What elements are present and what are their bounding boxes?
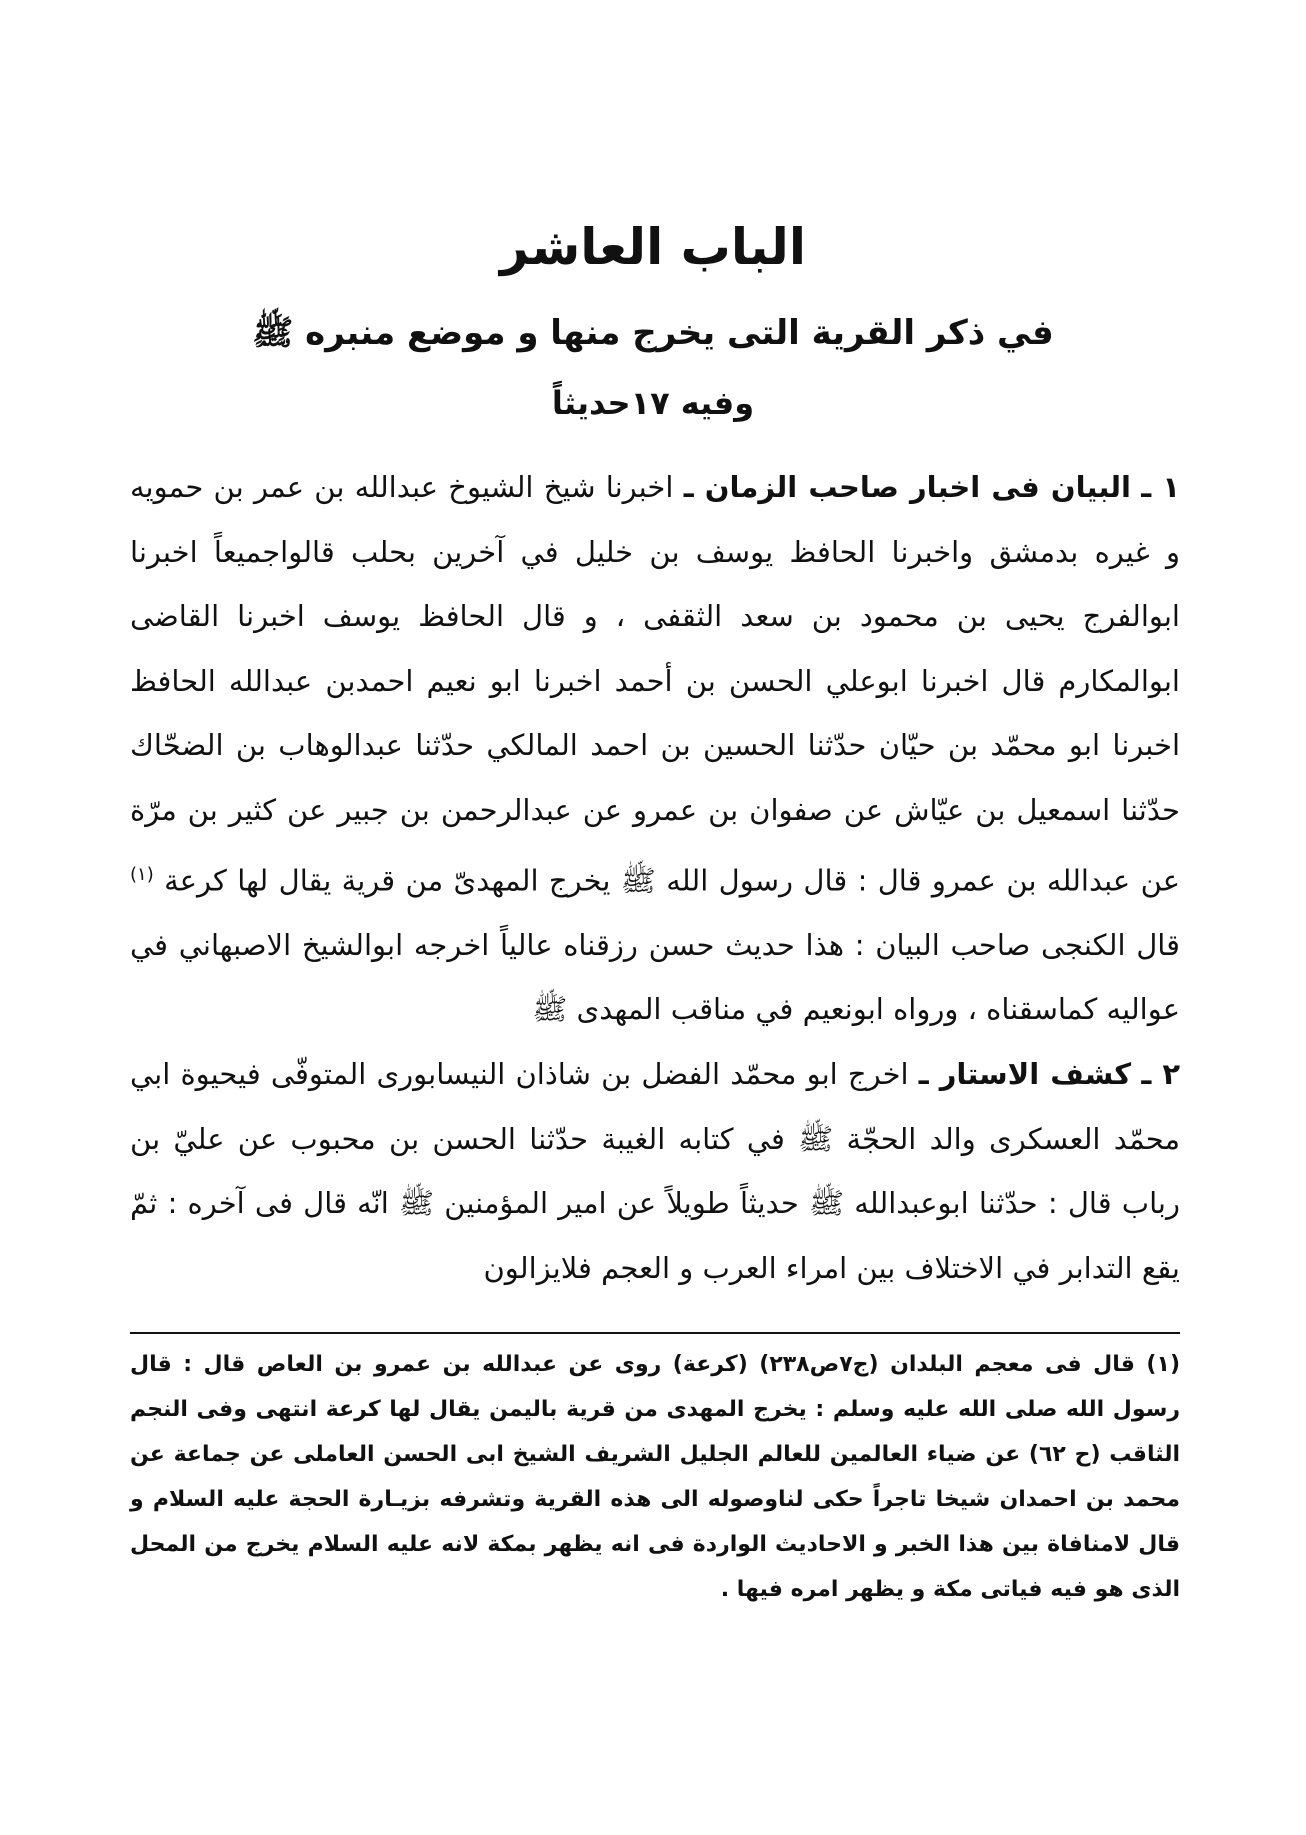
hadith-2 bbox=[130, 1042, 1180, 1300]
hadith-1-text-a: اخبرنا شيخ الشيوخ عبدالله بن عمر بن حمويه و غيره بدمشق واخبرنا الحافظ يوسف بن خليل في آخرين بحلب قالواجميعاً اخبرنا ابوالفرج يحيى بن محمود بن سعد الثقفى ، و قال الحافظ يوسف اخبرنا القاضى ابوالمكارم قال اخبرنا ابوعلي الحسن بن أحمد اخبرنا ابو نعيم احمدبن عبدالله الحافظ اخبرنا ابو محمّد بن حيّان حدّثنا الحسين بن احمد المالكي حدّثنا عبدالوهاب بن الضحّاك حدّثنا اسمعيل بن عيّاش عن صفوان بن عمرو عن عبدالرحمن بن جبير عن كثير بن مرّة عن عبدالله بن عمرو قال : قال رسول الله ﷺ يخرج المهدىّ من قرية يقال لها كرعة bbox=[130, 470, 1181, 898]
footnote-divider bbox=[130, 1332, 1180, 1334]
hadith-2-number: ٢ ـ bbox=[1141, 1057, 1181, 1091]
hadith-1 bbox=[130, 455, 1180, 1042]
hadith-1-source: البيان فى اخبار صاحب الزمان ـ bbox=[683, 470, 1131, 504]
footnote-reference[interactable]: (١) bbox=[130, 863, 154, 885]
chapter-title: الباب العاشر bbox=[500, 218, 806, 276]
chapter-subtitle: في ذكر القرية التى يخرج منها و موضع منبره ﷺ bbox=[252, 313, 1054, 353]
hadith-2-text: اخرج ابو محمّد الفضل بن شاذان النيسابورى المتوفّى فيحيوة ابي محمّد العسكرى والد الحجّة ﷺ في كتابه الغيبة حدّثنا الحسن بن محبوب عن عليّ بن رباب قال : حدّثنا ابوعبدالله ﷺ حديثاً طويلاً عن امير المؤمنين ﷺ انّه قال فى آخره : ثمّ يقع التدابر في الاختلاف بين امراء العرب و العجم فلايزالون bbox=[130, 1057, 1180, 1285]
hadith-1-text-b: قال الكنجى صاحب البيان : هذا حديث حسن رزقناه عالياً اخرجه ابوالشيخ الاصبهاني في عواليه كماسقناه ، ورواه ابونعيم في مناقب المهدى ﷺ bbox=[130, 927, 1180, 1027]
hadith-1-number: ١ ـ bbox=[1141, 470, 1181, 504]
main-text bbox=[130, 455, 1180, 1300]
hadith-2-source: كشف الاستار ـ bbox=[918, 1057, 1132, 1091]
hadith-count: وفيه ١٧حديثاً bbox=[551, 384, 755, 422]
footnote: (١) قال فى معجم البلدان (ج٧ص٢٣٨) (كرعة) روى عن عبدالله بن عمرو بن العاص قال : قال رسول الله صلى الله عليه وسلم : يخرج المهدى من قرية باليمن يقال لها كرعة انتهى وفى النجم الثاقب (ح ٦٢) عن ضياء العالمين للعالم الجليل الشريف الشيخ ابى الحسن العاملى عن جماعة عن محمد بن احمدان شيخا تاجراً حكى لناوصوله الى هذه القرية وتشرفه بزيـارة الحجة عليه السلام و قال لامنافاة بين هذا الخبر و الاحاديث الواردة فى انه يظهر بمكة لانه عليه السلام يخرج من المحل الذى هو فيه فياتى مكة و يظهر امره فيها . bbox=[130, 1352, 1180, 1602]
